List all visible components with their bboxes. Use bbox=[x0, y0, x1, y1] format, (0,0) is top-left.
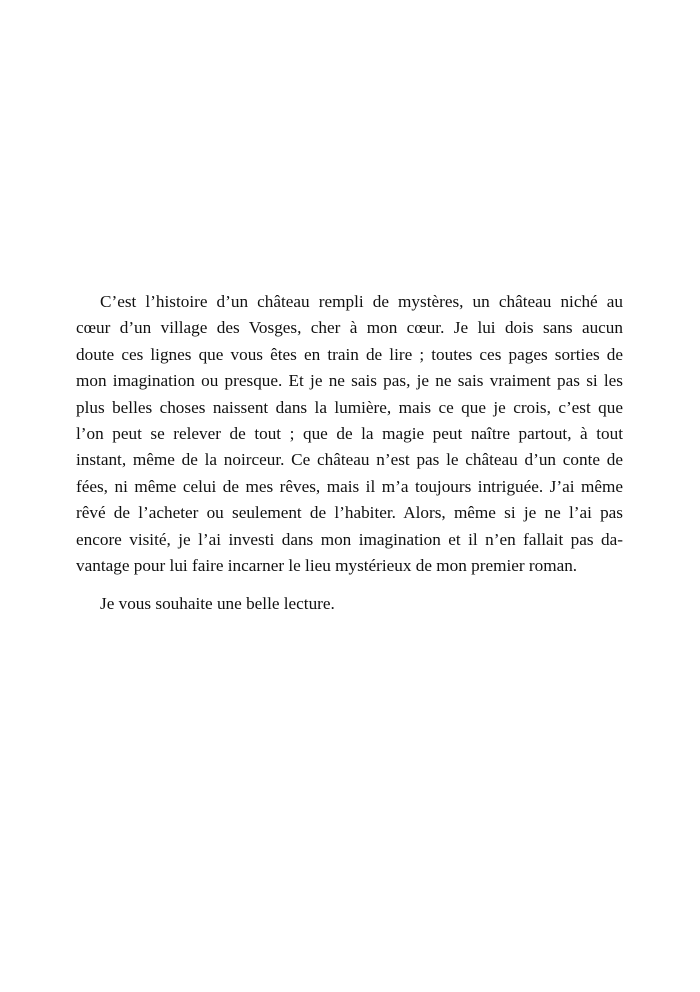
text-line: doute ces lignes que vous êtes en train de lire ; toutes ces pages sorties de bbox=[76, 344, 623, 364]
text-line: rêvé de l’acheter ou seulement de l’habiter. Alors, même si je ne l’ai pas bbox=[76, 503, 623, 523]
text-line: fées, ni même celui de mes rêves, mais il m’a toujours intriguée. J’ai même bbox=[76, 476, 623, 496]
text-line: mon imagination ou presque. Et je ne sais pas, je ne sais vraiment pas si les bbox=[76, 371, 623, 391]
paragraph-intro bbox=[76, 289, 623, 579]
text-line: l’on peut se relever de tout ; que de la magie peut naître partout, à tout bbox=[76, 423, 623, 443]
text-line: vantage pour lui faire incarner le lieu mystérieux de mon premier roman. bbox=[76, 555, 578, 575]
text-line: cœur d’un village des Vosges, cher à mon cœur. Je lui dois sans aucun bbox=[76, 318, 623, 338]
text-line: Je vous souhaite une belle lecture. bbox=[100, 593, 335, 613]
text-line: C’est l’histoire d’un château rempli de mystères, un château niché au bbox=[100, 292, 623, 311]
text-line: encore visité, je l’ai investi dans mon imagination et il n’en fallait pas da- bbox=[76, 529, 623, 549]
paragraph-closing bbox=[76, 591, 623, 617]
text-line: plus belles choses naissent dans la lumière, mais ce que je crois, c’est que bbox=[76, 397, 623, 417]
text-line: instant, même de la noirceur. Ce château n’est pas le château d’un conte de bbox=[76, 450, 623, 470]
body-text bbox=[76, 289, 623, 617]
